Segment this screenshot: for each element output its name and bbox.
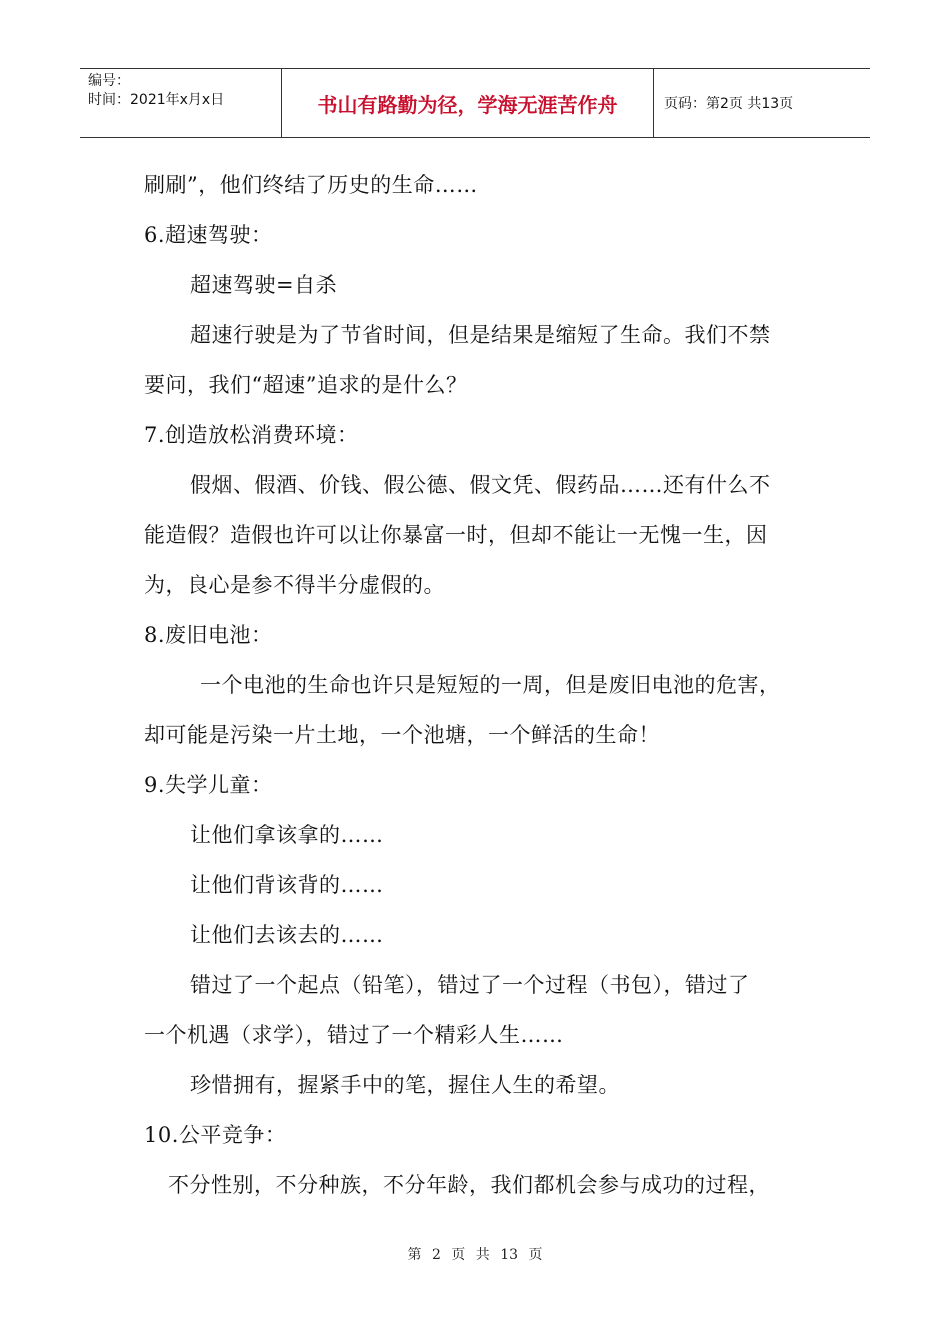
- section-heading: 9.失学儿童：: [144, 773, 273, 797]
- page-header: [80, 68, 870, 138]
- paragraph-line: 一个电池的生命也许只是短短的一周，但是废旧电池的危害，: [200, 673, 781, 697]
- header-meta: [80, 69, 282, 137]
- paragraph-line: 为，良心是参不得半分虚假的。: [144, 573, 445, 597]
- paragraph-line: 假烟、假酒、价钱、假公德、假文凭、假药品……还有什么不: [190, 473, 771, 497]
- paragraph-line: 要问，我们“超速”追求的是什么？: [144, 373, 468, 397]
- paragraph-line: 让他们去该去的……: [190, 923, 384, 947]
- paragraph-line: 不分性别，不分种族，不分年龄，我们都机会参与成功的过程，: [168, 1173, 770, 1197]
- paragraph-line: 超速驾驶=自杀: [190, 273, 338, 297]
- header-motto: 书山有路勤为径，学海无涯苦作舟: [282, 69, 654, 137]
- header-page-info: 页码：第2页 共13页: [664, 96, 794, 112]
- document-number-label: 编号：: [88, 73, 130, 89]
- paragraph-line: 让他们背该背的……: [190, 873, 384, 897]
- document-body: [144, 160, 814, 1210]
- paragraph-line: 一个机遇（求学），错过了一个精彩人生……: [144, 1023, 564, 1047]
- document-date: 时间：2021年x月x日: [88, 92, 225, 108]
- section-heading: 10.公平竞争：: [144, 1123, 287, 1147]
- page-footer: 第 2 页 共 13 页: [407, 1247, 543, 1263]
- paragraph-line: 错过了一个起点（铅笔），错过了一个过程（书包），错过了: [190, 973, 750, 997]
- paragraph-line: 超速行驶是为了节省时间，但是结果是缩短了生命。我们不禁: [190, 323, 771, 347]
- section-heading: 7.创造放松消费环境：: [144, 423, 359, 447]
- section-heading: 8.废旧电池：: [144, 623, 273, 647]
- paragraph-line: 让他们拿该拿的……: [190, 823, 384, 847]
- paragraph-line: 刷刷”，他们终结了历史的生命……: [144, 173, 478, 197]
- paragraph-line: 珍惜拥有，握紧手中的笔，握住人生的希望。: [190, 1073, 620, 1097]
- paragraph-line: 能造假？造假也许可以让你暴富一时，但却不能让一无愧一生，因: [144, 523, 768, 547]
- paragraph-line: 却可能是污染一片土地，一个池塘，一个鲜活的生命！: [144, 723, 660, 747]
- section-heading: 6.超速驾驶：: [144, 223, 273, 247]
